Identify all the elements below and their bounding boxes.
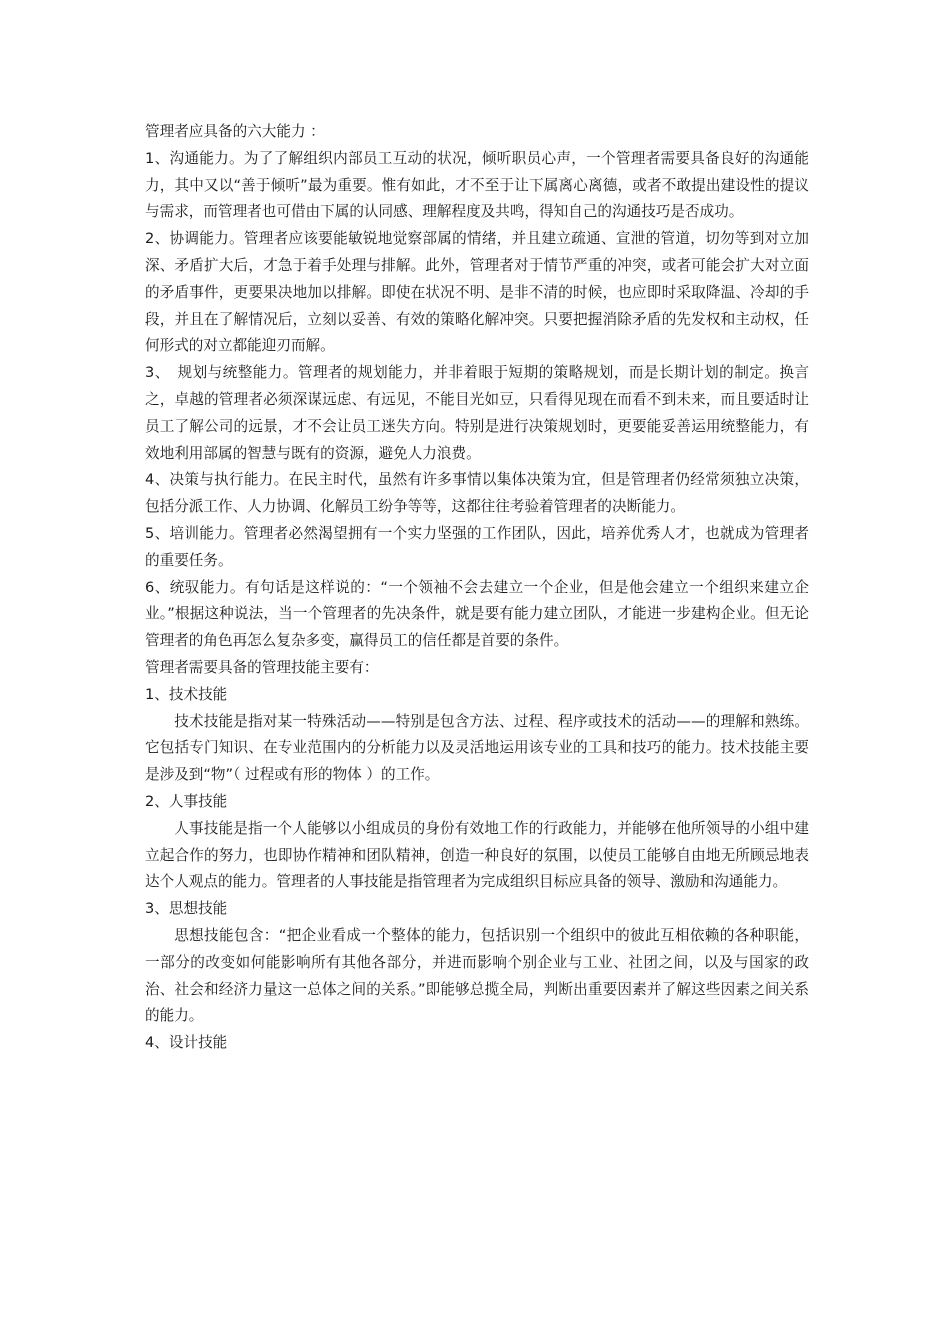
ability-planning: 3、 规划与统整能力。管理者的规划能力，并非着眼于短期的策略规划，而是长期计划的制定。换言之，卓越的管理者必须深谋远虑、有远见，不能目光如豆，只看得见现在而看不到未来，而且要适时让员工了解公司的远景，才不会让员工迷失方向。特别是进行决策规划时，更要能妥善运用统整能力，有效地利用部属的智慧与既有的资源，避免人力浪费。 [145,364,809,462]
document-page [145,119,809,1057]
skill-heading-human: 2、人事技能 [145,792,228,810]
skill-heading-conceptual: 3、思想技能 [145,900,228,918]
ability-training: 5、培训能力。管理者必然渴望拥有一个实力坚强的工作团队，因此，培养优秀人才，也就成为管理者的重要任务。 [145,524,809,569]
skill-body-technical: 技术技能是指对某一特殊活动——特别是包含方法、过程、程序或技术的活动——的理解和熟练。它包括专门知识、在专业范围内的分析能力以及灵活地运用该专业的工具和技巧的能力。技术技能主要是涉及到“物”（ 过程或有形的物体 ）的工作。 [145,712,809,784]
document-title: 管理者应具备的六大能力 ： [145,123,325,140]
skill-body-conceptual: 思想技能包含：“把企业看成一个整体的能力，包括识别一个组织中的彼此互相依赖的各种职能，一部分的改变如何能影响所有其他各部分，并进而影响个别企业与工业、社团之间，以及与国家的政治、社会和经济力量这一总体之间的关系。”即能够总揽全局，判断出重要因素并了解这些因素之间关系的能力。 [145,926,809,1025]
skills-intro: 管理者需要具备的管理技能主要有： [145,658,379,676]
ability-coordination: 2、协调能力。管理者应该要能敏锐地觉察部属的情绪，并且建立疏通、宣泄的管道，切勿等到对立加深、矛盾扩大后，才急于着手处理与排解。此外，管理者对于情节严重的冲突，或者可能会扩大对立面的矛盾事件，更要果决地加以排解。即使在状况不明、是非不清的时候，也应即时采取降温、冷却的手段，并且在了解情况后，立刻以妥善、有效的策略化解冲突。只要把握消除矛盾的先发权和主动权，任何形式的对立都能迎刃而解。 [145,230,809,355]
skill-heading-design: 4、设计技能 [145,1034,228,1052]
ability-communication: 1、沟通能力。为了了解组织内部员工互动的状况，倾听职员心声，一个管理者需要具备良好的沟通能力，其中又以“善于倾听”最为重要。惟有如此，才不至于让下属离心离德，或者不敢提出建设性的提议与需求，而管理者也可借由下属的认同感、理解程度及共鸣，得知自己的沟通技巧是否成功。 [145,149,809,221]
ability-leadership: 6、统驭能力。有句话是这样说的：“一个领袖不会去建立一个企业，但是他会建立一个组织来建立企业。”根据这种说法，当一个管理者的先决条件，就是要有能力建立团队，才能进一步建构企业。但无论管理者的角色再怎么复杂多变，赢得员工的信任都是首要的条件。 [145,578,809,650]
skill-heading-technical: 1、技术技能 [145,685,228,703]
ability-decision-execution: 4、决策与执行能力。在民主时代，虽然有许多事情以集体决策为宜，但是管理者仍经常须独立决策，包括分派工作、人力协调、化解员工纷争等等，这都往往考验着管理者的决断能力。 [145,471,809,516]
skill-body-human: 人事技能是指一个人能够以小组成员的身份有效地工作的行政能力，并能够在他所领导的小组中建立起合作的努力，也即协作精神和团队精神，创造一种良好的氛围，以使员工能够自由地无所顾忌地表达个人观点的能力。管理者的人事技能是指管理者为完成组织目标应具备的领导、激励和沟通能力。 [145,819,809,891]
